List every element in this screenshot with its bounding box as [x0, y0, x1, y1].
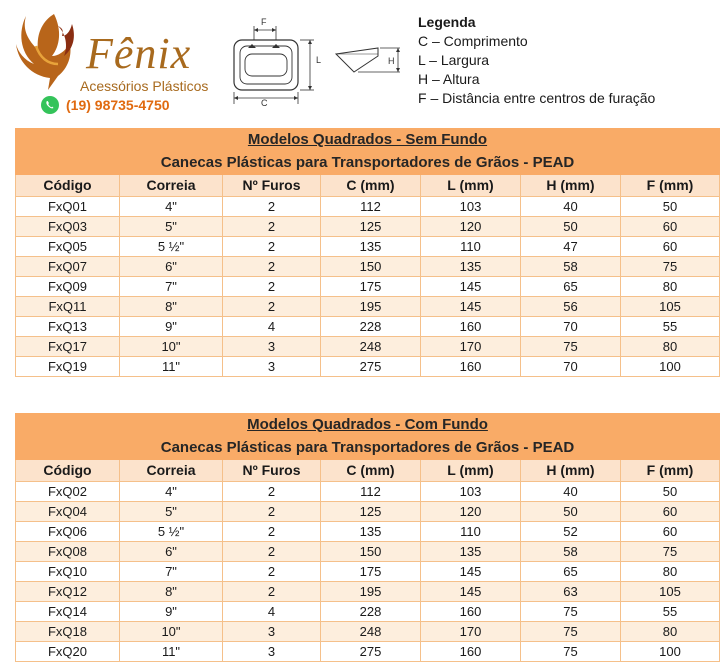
cell-f: 80 — [621, 277, 720, 297]
cell-f: 55 — [621, 602, 720, 622]
diagram-label-f: F — [261, 17, 267, 27]
cell-l: 170 — [421, 337, 521, 357]
table-com-fundo — [15, 413, 720, 662]
cell-h: 56 — [521, 297, 621, 317]
diagram-label-h: H — [388, 56, 395, 66]
cell-correia: 7" — [120, 562, 223, 582]
legend-item-l: L – Largura — [418, 52, 490, 68]
table-subtitle: Canecas Plásticas para Transportadores de Grãos - PEAD — [16, 152, 720, 175]
cell-h: 75 — [521, 337, 621, 357]
cell-codigo: FxQ18 — [16, 622, 120, 642]
cell-correia: 5" — [120, 217, 223, 237]
cell-h: 47 — [521, 237, 621, 257]
cell-codigo: FxQ04 — [16, 502, 120, 522]
legend-item-c: C – Comprimento — [418, 33, 528, 49]
cell-codigo: FxQ08 — [16, 542, 120, 562]
cell-furos: 2 — [223, 257, 321, 277]
cell-f: 60 — [621, 237, 720, 257]
cell-furos: 3 — [223, 622, 321, 642]
table-row — [16, 297, 720, 317]
cell-f: 75 — [621, 542, 720, 562]
col-header-furos: Nº Furos — [223, 175, 321, 197]
legend-item-h: H – Altura — [418, 71, 480, 87]
brand-tagline: Acessórios Plásticos — [80, 78, 209, 94]
cell-l: 170 — [421, 622, 521, 642]
col-header-h: H (mm) — [521, 460, 621, 482]
cell-codigo: FxQ11 — [16, 297, 120, 317]
cell-correia: 10" — [120, 622, 223, 642]
cell-c: 135 — [321, 237, 421, 257]
cell-correia: 6" — [120, 542, 223, 562]
cell-c: 228 — [321, 602, 421, 622]
cell-h: 63 — [521, 582, 621, 602]
cell-correia: 6" — [120, 257, 223, 277]
cell-codigo: FxQ05 — [16, 237, 120, 257]
cell-codigo: FxQ06 — [16, 522, 120, 542]
cell-h: 58 — [521, 542, 621, 562]
cell-furos: 2 — [223, 277, 321, 297]
cell-l: 135 — [421, 257, 521, 277]
cell-l: 120 — [421, 217, 521, 237]
table-row — [16, 642, 720, 662]
cell-f: 75 — [621, 257, 720, 277]
cell-furos: 4 — [223, 602, 321, 622]
cell-f: 105 — [621, 582, 720, 602]
cell-correia: 8" — [120, 582, 223, 602]
cell-l: 160 — [421, 602, 521, 622]
cell-f: 80 — [621, 337, 720, 357]
cell-furos: 2 — [223, 562, 321, 582]
cell-c: 150 — [321, 257, 421, 277]
table-row — [16, 277, 720, 297]
cell-l: 135 — [421, 542, 521, 562]
cell-h: 75 — [521, 642, 621, 662]
cell-l: 160 — [421, 642, 521, 662]
cell-correia: 4" — [120, 482, 223, 502]
cell-furos: 2 — [223, 217, 321, 237]
cell-c: 125 — [321, 502, 421, 522]
table-title: Modelos Quadrados - Sem Fundo — [16, 129, 720, 152]
cell-correia: 5" — [120, 502, 223, 522]
cell-h: 65 — [521, 277, 621, 297]
cell-correia: 7" — [120, 277, 223, 297]
cell-correia: 9" — [120, 317, 223, 337]
whatsapp-icon — [40, 95, 60, 115]
cell-h: 40 — [521, 482, 621, 502]
cell-correia: 11" — [120, 357, 223, 377]
cell-l: 160 — [421, 357, 521, 377]
cell-correia: 5 ½" — [120, 237, 223, 257]
cell-l: 110 — [421, 237, 521, 257]
col-header-f: F (mm) — [621, 460, 720, 482]
table-row — [16, 317, 720, 337]
cell-h: 70 — [521, 357, 621, 377]
cell-furos: 2 — [223, 522, 321, 542]
cell-codigo: FxQ10 — [16, 562, 120, 582]
cell-h: 75 — [521, 622, 621, 642]
cell-codigo: FxQ13 — [16, 317, 120, 337]
col-header-c: C (mm) — [321, 175, 421, 197]
col-header-l: L (mm) — [421, 175, 521, 197]
cell-l: 110 — [421, 522, 521, 542]
cell-h: 75 — [521, 602, 621, 622]
col-header-correia: Correia — [120, 175, 223, 197]
table-row — [16, 337, 720, 357]
cell-f: 100 — [621, 642, 720, 662]
cell-f: 50 — [621, 482, 720, 502]
table-body — [16, 482, 720, 662]
col-header-furos: Nº Furos — [223, 460, 321, 482]
cell-codigo: FxQ07 — [16, 257, 120, 277]
cell-f: 100 — [621, 357, 720, 377]
legend-item-f: F – Distância entre centros de furação — [418, 90, 656, 106]
cell-correia: 5 ½" — [120, 522, 223, 542]
table-row — [16, 217, 720, 237]
cell-f: 55 — [621, 317, 720, 337]
cell-c: 248 — [321, 337, 421, 357]
cell-correia: 11" — [120, 642, 223, 662]
col-header-codigo: Código — [16, 175, 120, 197]
table-row — [16, 582, 720, 602]
cell-h: 65 — [521, 562, 621, 582]
cell-c: 112 — [321, 197, 421, 217]
cell-furos: 4 — [223, 317, 321, 337]
cell-furos: 2 — [223, 542, 321, 562]
cell-h: 52 — [521, 522, 621, 542]
table-row — [16, 237, 720, 257]
cell-c: 175 — [321, 562, 421, 582]
cell-correia: 4" — [120, 197, 223, 217]
table-sem-fundo — [15, 128, 720, 377]
cell-l: 103 — [421, 482, 521, 502]
table-row — [16, 357, 720, 377]
cell-codigo: FxQ02 — [16, 482, 120, 502]
table-row — [16, 522, 720, 542]
table-row — [16, 502, 720, 522]
table-row — [16, 622, 720, 642]
col-header-codigo: Código — [16, 460, 120, 482]
cell-furos: 2 — [223, 237, 321, 257]
cell-c: 275 — [321, 642, 421, 662]
cell-codigo: FxQ14 — [16, 602, 120, 622]
col-header-c: C (mm) — [321, 460, 421, 482]
cell-c: 195 — [321, 582, 421, 602]
cell-f: 50 — [621, 197, 720, 217]
cell-f: 60 — [621, 217, 720, 237]
cell-codigo: FxQ01 — [16, 197, 120, 217]
cell-h: 50 — [521, 217, 621, 237]
table-subtitle: Canecas Plásticas para Transportadores de Grãos - PEAD — [16, 437, 720, 460]
cell-h: 50 — [521, 502, 621, 522]
cell-c: 135 — [321, 522, 421, 542]
cell-l: 120 — [421, 502, 521, 522]
cell-h: 70 — [521, 317, 621, 337]
cell-h: 58 — [521, 257, 621, 277]
table-row — [16, 482, 720, 502]
cell-furos: 2 — [223, 197, 321, 217]
cell-f: 60 — [621, 522, 720, 542]
cell-furos: 2 — [223, 482, 321, 502]
cell-codigo: FxQ17 — [16, 337, 120, 357]
legend — [418, 13, 655, 108]
cell-h: 40 — [521, 197, 621, 217]
table-row — [16, 257, 720, 277]
table-row — [16, 602, 720, 622]
cell-c: 228 — [321, 317, 421, 337]
cell-f: 80 — [621, 622, 720, 642]
cell-furos: 3 — [223, 642, 321, 662]
brand-name: Fênix — [86, 29, 192, 78]
cell-l: 145 — [421, 297, 521, 317]
cell-l: 160 — [421, 317, 521, 337]
cell-l: 145 — [421, 277, 521, 297]
legend-title: Legenda — [418, 14, 476, 30]
cell-furos: 3 — [223, 357, 321, 377]
table-body — [16, 197, 720, 377]
cell-l: 145 — [421, 582, 521, 602]
table-row — [16, 562, 720, 582]
cell-correia: 10" — [120, 337, 223, 357]
col-header-l: L (mm) — [421, 460, 521, 482]
cell-c: 275 — [321, 357, 421, 377]
cell-c: 175 — [321, 277, 421, 297]
cell-furos: 2 — [223, 297, 321, 317]
cell-c: 112 — [321, 482, 421, 502]
cell-codigo: FxQ19 — [16, 357, 120, 377]
table-title: Modelos Quadrados - Com Fundo — [16, 414, 720, 437]
cell-c: 125 — [321, 217, 421, 237]
cell-l: 145 — [421, 562, 521, 582]
cell-c: 150 — [321, 542, 421, 562]
cell-furos: 2 — [223, 582, 321, 602]
col-header-correia: Correia — [120, 460, 223, 482]
table-row — [16, 197, 720, 217]
cell-furos: 3 — [223, 337, 321, 357]
cell-c: 248 — [321, 622, 421, 642]
cell-l: 103 — [421, 197, 521, 217]
cell-furos: 2 — [223, 502, 321, 522]
diagram-label-l: L — [316, 55, 322, 65]
table-row — [16, 542, 720, 562]
cell-f: 105 — [621, 297, 720, 317]
bucket-dimension-diagram — [228, 14, 408, 106]
cell-f: 60 — [621, 502, 720, 522]
cell-correia: 8" — [120, 297, 223, 317]
col-header-h: H (mm) — [521, 175, 621, 197]
cell-codigo: FxQ12 — [16, 582, 120, 602]
phone-number: (19) 98735-4750 — [66, 97, 170, 113]
cell-codigo: FxQ20 — [16, 642, 120, 662]
phone-contact[interactable] — [40, 95, 170, 115]
col-header-f: F (mm) — [621, 175, 720, 197]
diagram-label-c: C — [261, 98, 268, 106]
cell-f: 80 — [621, 562, 720, 582]
cell-correia: 9" — [120, 602, 223, 622]
cell-codigo: FxQ03 — [16, 217, 120, 237]
cell-codigo: FxQ09 — [16, 277, 120, 297]
cell-c: 195 — [321, 297, 421, 317]
